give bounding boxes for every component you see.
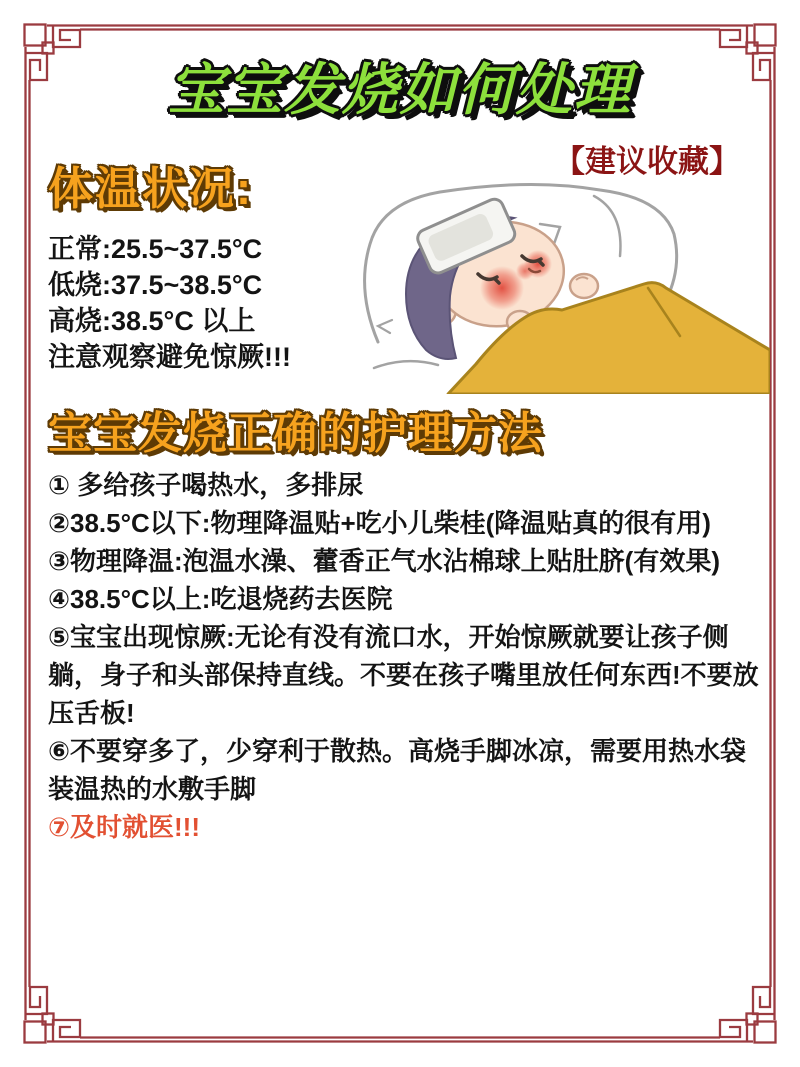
temp-line-warning: 注意观察避免惊厥!!! (48, 342, 291, 372)
care-item-6: ⑥不要穿多了，少穿利于散热。高烧手脚冰凉，需要用热水袋装温热的水敷手脚 (48, 736, 747, 804)
baby-hand-right (570, 274, 598, 298)
care-list (48, 466, 766, 846)
care-item-7-seek-doctor: ⑦及时就医!!! (48, 812, 200, 842)
temp-line-low-fever: 低烧:37.5~38.5°C (48, 270, 263, 300)
temp-line-high-fever: 高烧:38.5°C 以上 (48, 306, 256, 336)
collect-tip-badge: 【建议收藏】 (554, 144, 740, 179)
temperature-heading: 体温状况: (48, 163, 253, 214)
temperature-readings (48, 231, 368, 375)
care-item-2: ②38.5°C以下:物理降温贴+吃小儿柴桂(降温贴真的很有用) (48, 508, 711, 538)
care-item-4: ④38.5°C以上:吃退烧药去医院 (48, 584, 393, 614)
care-heading: 宝宝发烧正确的护理方法 (48, 409, 543, 458)
sleeping-baby-illustration (362, 172, 770, 394)
care-item-3: ③物理降温:泡温水澡、藿香正气水沾棉球上贴肚脐(有效果) (48, 546, 720, 576)
care-item-5: ⑤宝宝出现惊厥:无论有没有流口水，开始惊厥就要让孩子侧躺，身子和头部保持直线。不要在孩子嘴里放任何东西!不要放压舌板! (48, 622, 759, 728)
page-title: 宝宝发烧如何处理 (168, 58, 632, 121)
care-item-1: ① 多给孩子喝热水，多排尿 (48, 470, 364, 500)
temp-line-normal: 正常:25.5~37.5°C (48, 234, 263, 264)
